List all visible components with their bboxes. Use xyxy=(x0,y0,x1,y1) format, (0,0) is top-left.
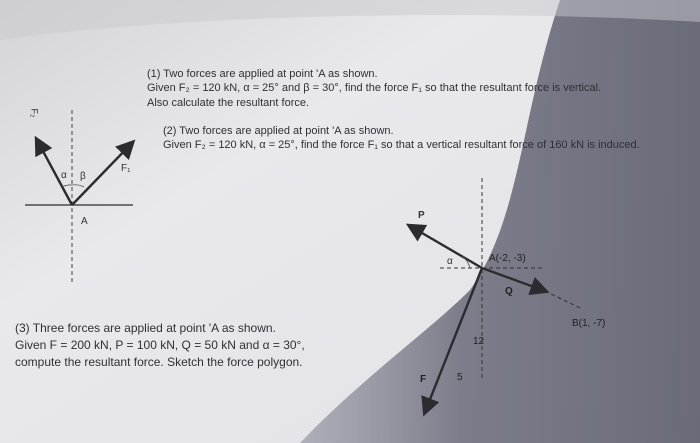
fig1-label-beta: β xyxy=(80,171,86,182)
problem-1-line-1: (1) Two forces are applied at point 'A as shown. xyxy=(147,68,378,80)
problem-1-line-2: Given F₂ = 120 kN, α = 25° and β = 30°, find the force F₁ so that the resultant force is vertical. xyxy=(147,82,602,94)
problem-2-line-1: (2) Two forces are applied at point 'A as shown. xyxy=(163,125,394,137)
fig3-label-q: Q xyxy=(505,286,513,297)
problem-3-line-1: (3) Three forces are applied at point 'A as shown. xyxy=(15,321,276,335)
fig3-label-point-b: B(1, -7) xyxy=(572,318,606,329)
problem-2-line-2: Given F₂ = 120 kN, α = 25°, find the force F₁ so that a vertical resultant force of 160 kN is induced. xyxy=(163,139,640,151)
problem-1-line-3: Also calculate the resultant force. xyxy=(147,97,310,109)
fig3-label-p: P xyxy=(418,210,425,221)
problem-3-line-2: Given F = 200 kN, P = 100 kN, Q = 50 kN and α = 30°, xyxy=(15,338,305,352)
fig1-label-point-a: A xyxy=(81,216,88,227)
fig3-label-f: F xyxy=(420,374,427,385)
fig3-label-point-a: A(-2, -3) xyxy=(489,253,526,264)
fig1-label-f2: F₂ xyxy=(29,108,40,118)
problem-3-line-3: compute the resultant force. Sketch the force polygon. xyxy=(15,355,303,369)
fig1-label-f1: F₁ xyxy=(121,163,131,174)
fig1-label-alpha: α xyxy=(61,170,67,181)
fig3-label-alpha: α xyxy=(447,256,453,267)
fig3-label-dim-5: 5 xyxy=(457,372,463,383)
fig3-label-dim-12: 12 xyxy=(473,336,485,347)
